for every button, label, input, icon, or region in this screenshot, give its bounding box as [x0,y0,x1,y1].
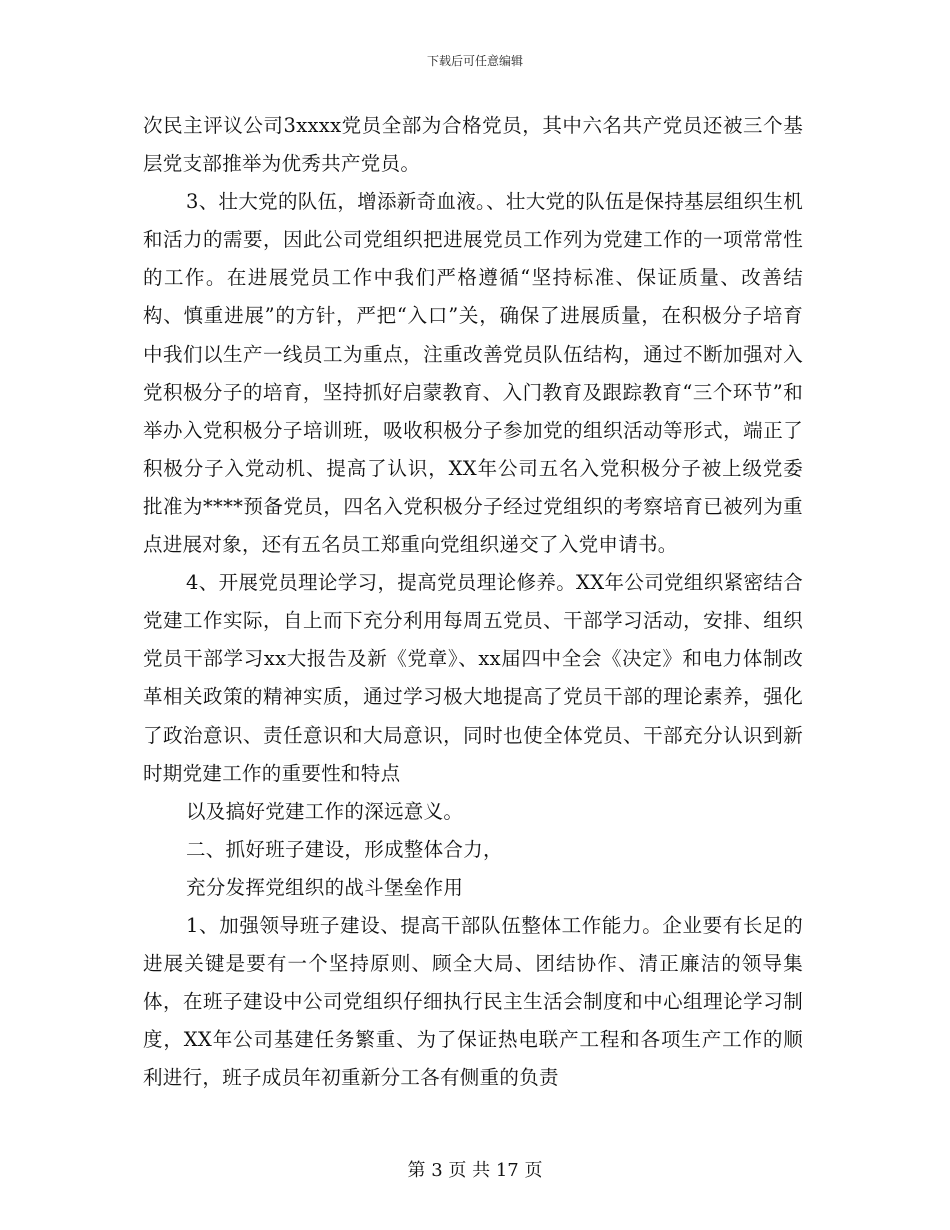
page-number: 第 3 页 共 17 页 [407,1160,543,1181]
paragraph-continuation: 次民主评议公司3xxxx党员全部为合格党员，其中六名共产党员还被三个基层党支部推举为优秀共产党员。 [143,114,803,176]
paragraph-item-4: 4、开展党员理论学习，提高党员理论修养。XX年公司党组织紧密结合党建工作实际，自上而下充分利用每周五党员、干部学习活动，安排、组织党员干部学习xx大报告及新《党章》、xx届四中全会《决定》和电力体制改革相关政策的精神实质，通过学习极大地提高了党员干部的理论素养，强化了政治意识、责任意识和大局意识，同时也使全体党员、干部充分认识到新时期党建工作的重要性和特点 [143,571,803,785]
section-heading-line-1: 二、抓好班子建设，形成整体合力， [186,837,503,861]
paragraph-item-3: 3、壮大党的队伍，增添新奇血液。、壮大党的队伍是保持基层组织生机和活力的需要，因此公司党组织把进展党员工作列为党建工作的一项常常性的工作。在进展党员工作中我们严格遵循“坚持标准、保证质量、改善结构、慎重进展”的方针，严把“入口”关，确保了进展质量，在积极分子培育中我们以生产一线员工为重点，注重改善党员队伍结构，通过不断加强对入党积极分子的培育，坚持抓好启蒙教育、入门教育及跟踪教育“三个环节”和举办入党积极分子培训班，吸收积极分子参加党的组织活动等形式，端正了积极分子入党动机、提高了认识，XX年公司五名入党积极分子被上级党委批准为****预备党员，四名入党积极分子经过党组织的考察培育已被列为重点进展对象，还有五名员工郑重向党组织递交了入党申请书。 [143,190,803,557]
paragraph-item-1: 1、加强领导班子建设、提高干部队伍整体工作能力。企业要有长足的进展关键是要有一个坚持原则、顾全大局、团结协作、清正廉洁的领导集体，在班子建设中公司党组织仔细执行民主生活会制度和中心组理论学习制度，XX年公司基建任务繁重、为了保证热电联产工程和各项生产工作的顺利进行，班子成员年初重新分工各有侧重的负责 [143,913,803,1090]
section-heading-line-2: 充分发挥党组织的战斗堡垒作用 [186,875,464,899]
paragraph-closing-line: 以及搞好党建工作的深远意义。 [186,799,464,823]
document-body [143,107,803,1097]
page-header: 下载后可任意编辑 [426,54,523,68]
